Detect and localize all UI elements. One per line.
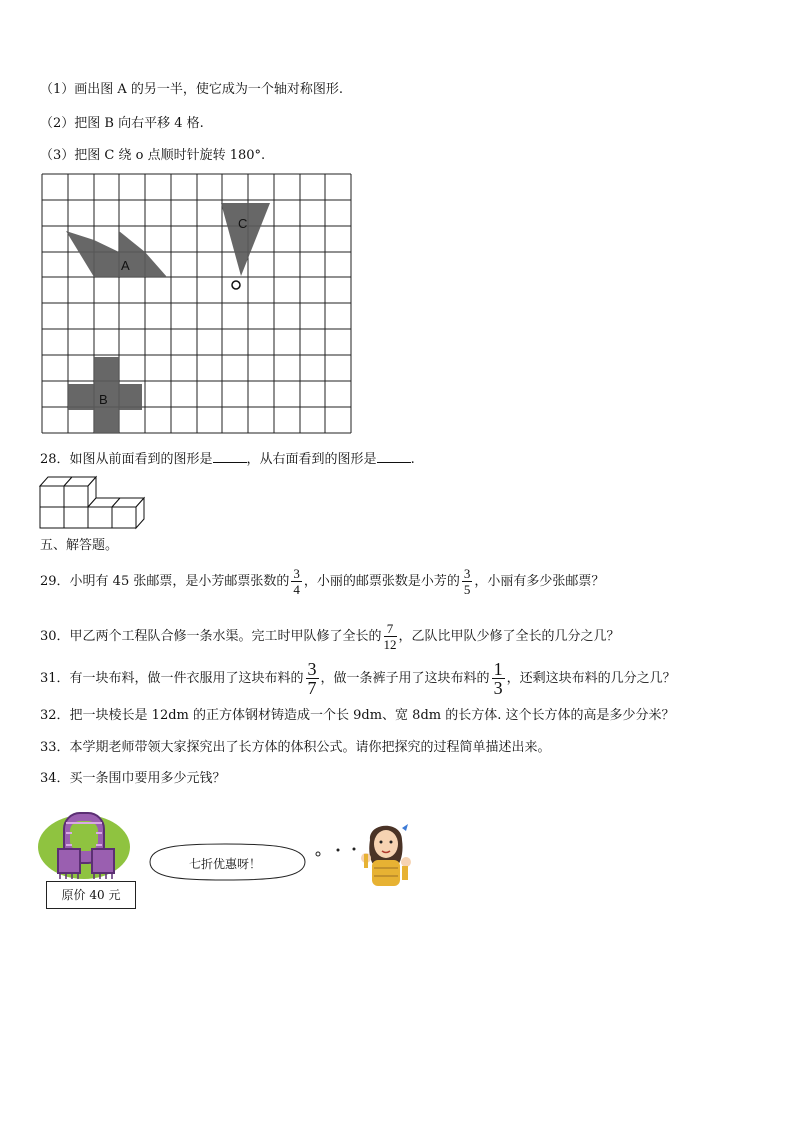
instruction-2: （2）把图 B 向右平移 4 格. — [40, 116, 204, 131]
instruction-3: （3）把图 C 绕 o 点顺时针旋转 180°. — [40, 148, 266, 163]
shape-a — [66, 231, 167, 277]
girl-illustration — [356, 818, 416, 892]
shape-a-label: A — [121, 258, 130, 273]
shape-b-label: B — [99, 392, 108, 407]
scarf-illustration — [36, 805, 136, 881]
section-five-heading: 五、解答题。 — [40, 538, 119, 553]
question-34: 34．买一条围巾要用多少元钱？ — [40, 771, 226, 786]
question-28: 28．如图从前面看到的图形是 ，从右面看到的图形是 . — [40, 452, 415, 467]
question-32: 32．把一块棱长是 12dm 的正方体钢材铸造成一个长 9dm、宽 8dm 的长方体. 这个长方体的高是多少分米？ — [40, 708, 675, 723]
bubble-text: 七折优惠呀！ — [188, 857, 261, 871]
question-29: 29．小明有 45 张邮票，是小芳邮票张数的 $\frac{3}{4}$ ，小丽的邮票张数是小芳的 $\frac{3}{5}$ ，小丽有多少张邮票？ — [40, 566, 605, 597]
point-o — [232, 281, 240, 289]
question-33: 33．本学期老师带领大家探究出了长方体的体积公式。请你把探究的过程简单描述出来。 — [40, 740, 551, 755]
instruction-1: （1）画出图 A 的另一半，使它成为一个轴对称图形. — [40, 82, 344, 97]
original-price-box: 原价 40 元 — [46, 881, 136, 909]
question-31: 31．有一块布料，做一件衣服用了这块布料的 $\frac{3}{7}$ ，做一条裤子用了这块布料的 $\frac{1}{3}$ ，还剩这块布料的几分之几？ — [40, 659, 676, 698]
cube-figure — [38, 474, 150, 532]
question-30: 30．甲乙两个工程队合修一条水渠。完工时甲队修了全长的 $\frac{7}{12}$ ，乙队比甲队少修了全长的几分之几？ — [40, 621, 620, 652]
shape-c — [221, 203, 270, 276]
shape-c-label: C — [238, 216, 248, 231]
